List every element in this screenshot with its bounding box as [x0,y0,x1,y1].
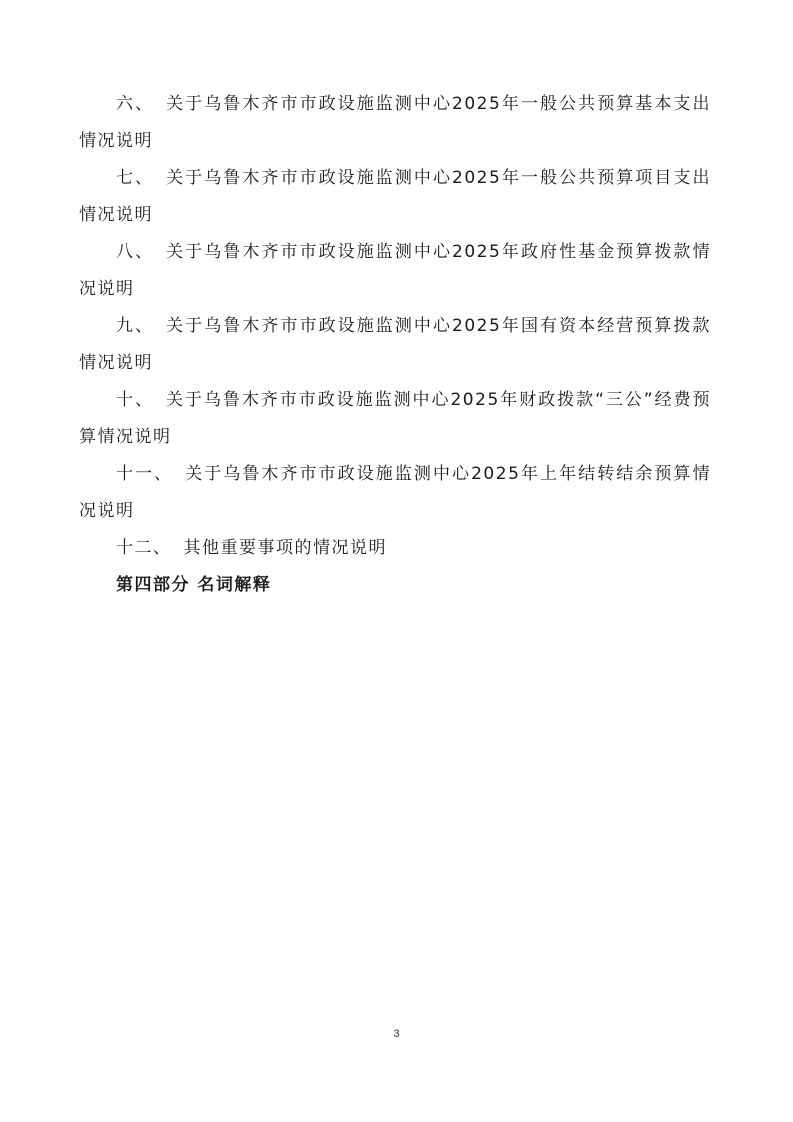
toc-entry-12 [79,530,711,567]
toc-entry-number: 十一、 [116,464,174,484]
toc-entry-number: 十、 [116,390,154,410]
toc-entry-10 [79,382,711,456]
toc-entry-number: 七、 [116,168,155,188]
toc-entry-number: 九、 [116,316,155,336]
table-of-contents [79,86,711,604]
toc-entry-8 [79,234,711,308]
toc-entry-text: 关于乌鲁木齐市市政设施监测中心2025年一般公共预算项目支出情况说明 [79,168,711,225]
toc-entry-7 [79,160,711,234]
toc-entry-text: 关于乌鲁木齐市市政设施监测中心2025年一般公共预算基本支出情况说明 [79,94,711,151]
toc-entry-text: 关于乌鲁木齐市市政设施监测中心2025年政府性基金预算拨款情况说明 [79,242,711,299]
toc-entry-number: 六、 [116,94,155,114]
toc-entry-9 [79,308,711,382]
toc-entry-number: 十二、 [116,538,172,558]
toc-entry-text: 关于乌鲁木齐市市政设施监测中心2025年上年结转结余预算情况说明 [79,464,711,521]
toc-entry-text: 其他重要事项的情况说明 [183,538,387,558]
toc-entry-text: 关于乌鲁木齐市市政设施监测中心2025年国有资本经营预算拨款情况说明 [79,316,711,373]
toc-entry-number: 八、 [116,242,155,262]
page-number: 3 [393,1028,400,1040]
toc-entry-11 [79,456,711,530]
part-four-heading: 第四部分 名词解释 [116,575,272,595]
toc-entry-text: 关于乌鲁木齐市市政设施监测中心2025年财政拨款“三公”经费预算情况说明 [79,390,712,447]
toc-entry-6 [79,86,711,160]
